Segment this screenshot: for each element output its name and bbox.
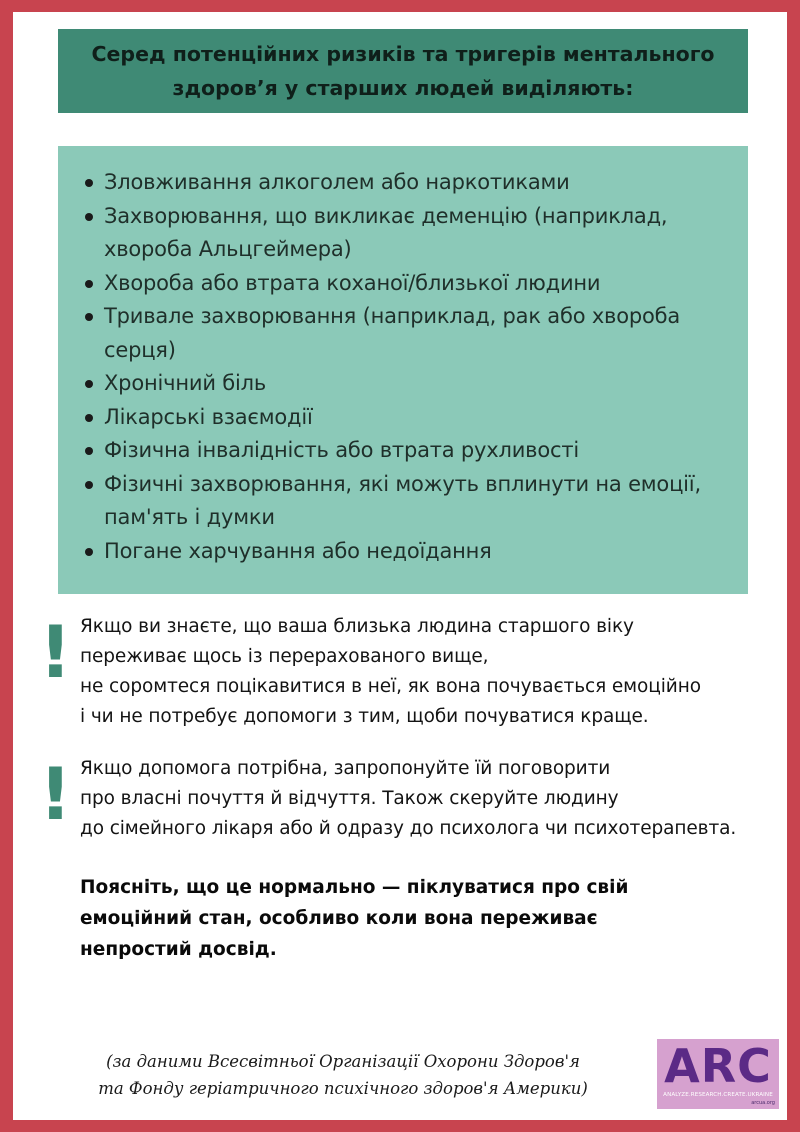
notice-offer-help bbox=[39, 754, 779, 844]
poster-page bbox=[13, 12, 787, 1120]
notice-line: не соромтеся поцікавитися в неї, як вона почувається емоційно bbox=[80, 676, 701, 697]
source-line: та Фонду геріатричного психічного здоров'я Америки) bbox=[98, 1079, 588, 1098]
list-item: Хвороба або втрата коханої/близької людини bbox=[84, 267, 724, 301]
emphasis-line: емоційний стан, особливо коли вона переживає bbox=[80, 908, 598, 929]
list-item: Фізичні захворювання, які можуть вплинути на емоції, пам'ять і думки bbox=[84, 468, 724, 535]
poster-title: Серед потенційних ризиків та тригерів ментального здоров’я у старших людей виділяють: bbox=[91, 42, 715, 100]
risk-list bbox=[84, 166, 724, 568]
logo-letters: ARC bbox=[664, 1039, 772, 1093]
notice-ask-feelings bbox=[39, 612, 779, 732]
arc-logo bbox=[657, 1039, 779, 1109]
emphasis-line: Поясніть, що це нормально — піклуватися про свій bbox=[80, 877, 629, 898]
notice-line: до сімейного лікаря або й одразу до психолога чи психотерапевта. bbox=[80, 818, 737, 839]
exclamation-icon: ! bbox=[39, 610, 72, 694]
notice-line: про власні почуття й відчуття. Також скеруйте людину bbox=[80, 788, 619, 809]
title-banner bbox=[58, 29, 748, 113]
emphasis-line: непростий досвід. bbox=[80, 939, 277, 960]
source-line: (за даними Всесвітньої Організації Охорони Здоров'я bbox=[106, 1052, 580, 1071]
notice-line: Якщо ви знаєте, що ваша близька людина старшого віку bbox=[80, 616, 634, 637]
risk-list-panel bbox=[58, 146, 748, 594]
list-item: Лікарські взаємодії bbox=[84, 401, 724, 435]
list-item: Хронічний біль bbox=[84, 367, 724, 401]
source-citation bbox=[53, 1048, 633, 1102]
notice-line: і чи не потребує допомоги з тим, щоби почуватися краще. bbox=[80, 706, 649, 727]
exclamation-icon: ! bbox=[39, 752, 72, 836]
logo-url: arcua.org bbox=[751, 1100, 775, 1106]
emphasis-note bbox=[80, 872, 700, 965]
notice-line: Якщо допомога потрібна, запропонуйте їй поговорити bbox=[80, 758, 611, 779]
list-item: Тривале захворювання (наприклад, рак або хвороба серця) bbox=[84, 300, 724, 367]
logo-tagline: ANALYZE.RESEARCH.CREATE.UKRAINE bbox=[663, 1092, 773, 1098]
list-item: Погане харчування або недоїдання bbox=[84, 535, 724, 569]
list-item: Фізична інвалідність або втрата рухливості bbox=[84, 434, 724, 468]
list-item: Захворювання, що викликає деменцію (наприклад, хвороба Альцгеймера) bbox=[84, 200, 724, 267]
notice-line: переживає щось із перерахованого вище, bbox=[80, 646, 489, 667]
list-item: Зловживання алкоголем або наркотиками bbox=[84, 166, 724, 200]
